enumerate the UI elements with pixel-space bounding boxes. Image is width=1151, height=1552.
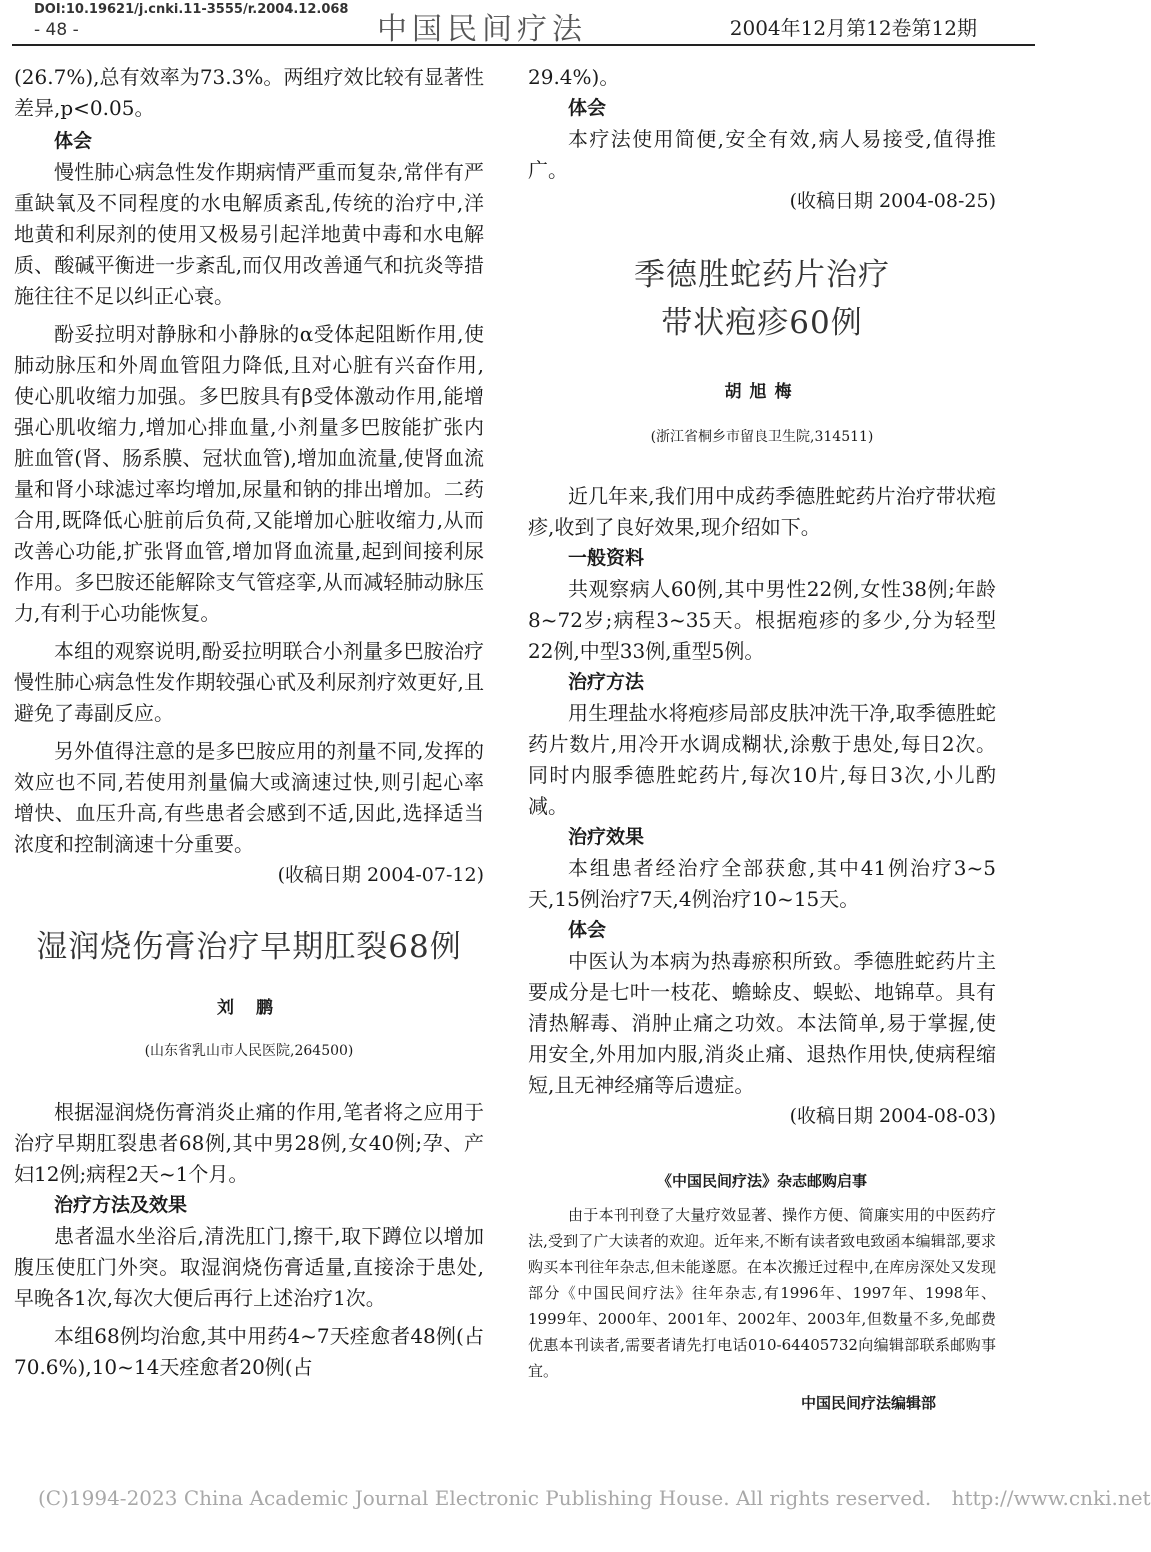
continued-paragraph: (26.7%),总有效率为73.3%。两组疗效比较有显著性差异,p<0.05。	[14, 65, 484, 120]
section-heading-method: 治疗方法	[568, 671, 645, 693]
page-number: - 48 -	[34, 20, 79, 40]
paragraph: 慢性肺心病急性发作期病情严重而复杂,常伴有严重缺氧及不同程度的水电解质紊乱,传统的治疗中,洋地黄和利尿剂的使用又极易引起洋地黄中毒和水电解质、酸碱平衡进一步紊乱,而仅用改善通气和抗炎等措施往往不足以纠正心衰。	[14, 160, 484, 308]
right-column	[528, 62, 996, 1416]
paragraph: 根据湿润烧伤膏消炎止痛的作用,笔者将之应用于治疗早期肛裂患者68例,其中男28例,女40例;孕、产妇12例;病程2天~1个月。	[14, 1100, 484, 1186]
paragraph: 用生理盐水将疱疹局部皮肤冲洗干净,取季德胜蛇药片数片,用冷开水调成糊状,涂敷于患处,每日2次。同时内服季德胜蛇药片,每次10片,每日3次,小儿酌减。	[528, 701, 996, 818]
section-heading-general: 一般资料	[568, 547, 645, 569]
paragraph: 本组患者经治疗全部获愈,其中41例治疗3~5天,15例治疗7天,4例治疗10~15天。	[528, 856, 996, 911]
section-heading-tihui: 体会	[568, 919, 607, 941]
section-heading-method: 治疗方法及效果	[54, 1194, 188, 1216]
article-author: 刘 鹏	[217, 998, 281, 1018]
copyright-footer	[38, 1486, 1151, 1510]
received-date: (收稿日期 2004-08-25)	[789, 190, 996, 212]
article-title-line1: 季德胜蛇药片治疗	[634, 257, 890, 293]
section-heading-tihui: 体会	[54, 130, 93, 152]
received-date: (收稿日期 2004-08-03)	[789, 1105, 996, 1127]
received-date: (收稿日期 2004-07-12)	[277, 864, 484, 886]
article-title-line2: 带状疱疹60例	[661, 305, 863, 341]
article-author: 胡旭梅	[724, 382, 800, 402]
continued-paragraph: 29.4%)。	[528, 65, 620, 89]
issue-info: 2004年12月第12卷第12期	[729, 16, 977, 40]
notice-signature: 中国民间疗法编辑部	[800, 1394, 936, 1412]
paragraph: 本组的观察说明,酚妥拉明联合小剂量多巴胺治疗慢性肺心病急性发作期较强心甙及利尿剂疗效更好,且避免了毒副反应。	[14, 639, 484, 725]
notice-title: 《中国民间疗法》杂志邮购启事	[656, 1172, 867, 1190]
article-affiliation: (浙江省桐乡市留良卫生院,314511)	[650, 429, 874, 445]
article-title: 湿润烧伤膏治疗早期肛裂68例	[36, 929, 462, 965]
paragraph: 中医认为本病为热毒瘀积所致。季德胜蛇药片主要成分是七叶一枝花、蟾蜍皮、蜈蚣、地锦草。具有清热解毒、消肿止痛之功效。本法简单,易于掌握,使用安全,外用加内服,消炎止痛、退热作用快,使病程缩短,且无神经痛等后遗症。	[528, 949, 996, 1097]
paragraph: 酚妥拉明对静脉和小静脉的α受体起阻断作用,使肺动脉压和外周血管阻力降低,且对心脏有兴奋作用,使心肌收缩力加强。多巴胺具有β受体激动作用,能增强心肌收缩力,增加心排血量,小剂量多巴胺能扩张内脏血管(肾、肠系膜、冠状血管),增加血流量,使肾血流量和肾小球滤过率均增加,尿量和钠的排出增加。二药合用,既降低心脏前后负荷,又能增加心脏收缩力,从而改善心功能,扩张肾血管,增加肾血流量,起到间接利尿作用。多巴胺还能解除支气管痉挛,从而减轻肺动脉压力,有利于心功能恢复。	[14, 322, 484, 625]
paragraph: 另外值得注意的是多巴胺应用的剂量不同,发挥的效应也不同,若使用剂量偏大或滴速过快,则引起心率增快、血压升高,有些患者会感到不适,因此,选择适当浓度和控制滴速十分重要。	[14, 739, 484, 856]
paragraph: 近几年来,我们用中成药季德胜蛇药片治疗带状疱疹,收到了良好效果,现介绍如下。	[528, 484, 996, 539]
left-column	[14, 62, 484, 1383]
section-heading-tihui: 体会	[568, 97, 607, 119]
paragraph: 本组68例均治愈,其中用药4~7天痊愈者48例(占70.6%),10~14天痊愈者20例(占	[14, 1324, 484, 1379]
paragraph: 共观察病人60例,其中男性22例,女性38例;年龄8~72岁;病程3~35天。根据疱疹的多少,分为轻型22例,中型33例,重型5例。	[528, 577, 996, 663]
article-affiliation: (山东省乳山市人民医院,264500)	[144, 1043, 354, 1059]
copyright-text: (C)1994-2023 China Academic Journal Electronic Publishing House. All rights reserved.	[38, 1486, 932, 1510]
notice-box	[528, 1168, 996, 1416]
footer-url: http://www.cnki.net	[951, 1486, 1151, 1510]
section-heading-effect: 治疗效果	[568, 826, 645, 848]
paragraph: 本疗法使用简便,安全有效,病人易接受,值得推广。	[528, 127, 996, 182]
paragraph: 患者温水坐浴后,清洗肛门,擦干,取下蹲位以增加腹压使肛门外突。取湿润烧伤膏适量,直接涂于患处,早晚各1次,每次大便后再行上述治疗1次。	[14, 1224, 484, 1310]
journal-title: 中国民间疗法	[377, 12, 587, 47]
notice-body: 由于本刊刊登了大量疗效显著、操作方便、简廉实用的中医药疗法,受到了广大读者的欢迎。近年来,不断有读者致电致函本编辑部,要求购买本刊往年杂志,但未能遂愿。在本次搬迁过程中,在库房深处又发现部分《中国民间疗法》往年杂志,有1996年、1997年、1998年、1999年、2000年、2001年、2002年、2003年,但数量不多,免邮费优惠本刊读者,需要者请先打电话010-64405732向编辑部联系邮购事宜。	[528, 1206, 996, 1380]
doi-label: DOI:10.19621/j.cnki.11-3555/r.2004.12.068	[34, 2, 349, 17]
page-header	[12, 0, 1035, 46]
